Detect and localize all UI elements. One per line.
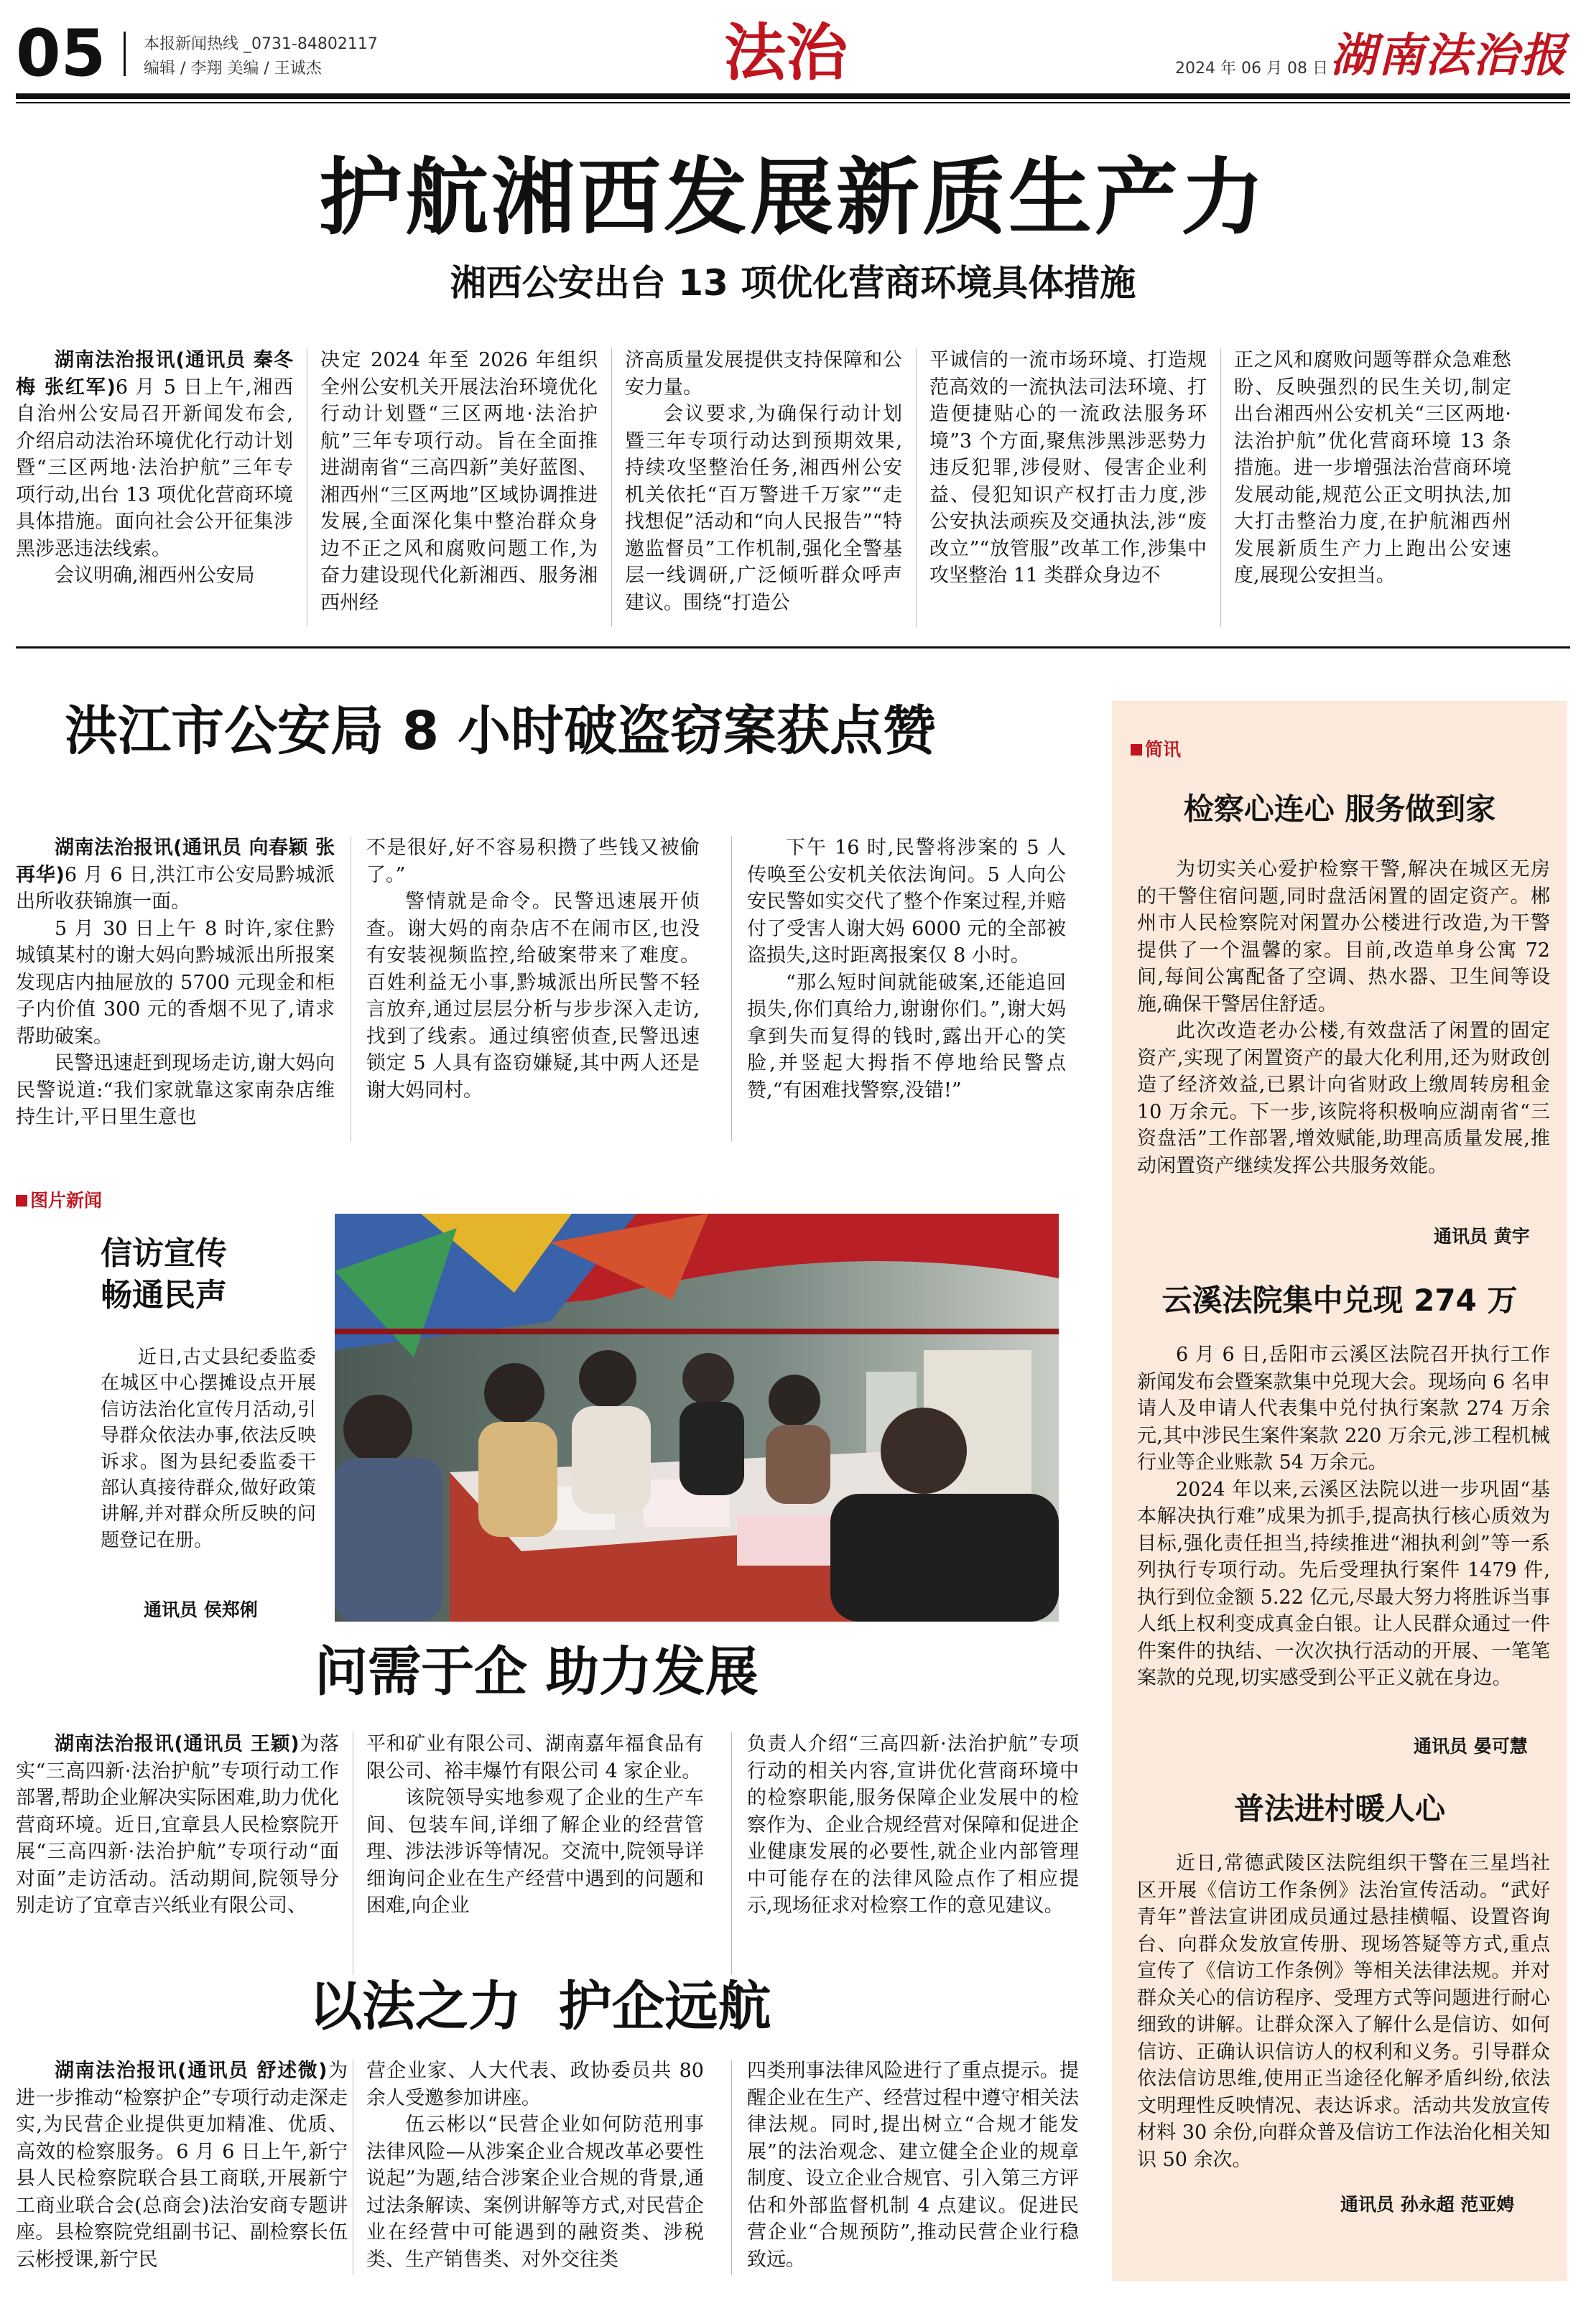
photo-credit: 通讯员 侯郑俐 — [144, 1599, 258, 1620]
story4-headline: 以法之力 护企远航 — [309, 1976, 771, 2037]
column-rule — [611, 348, 612, 627]
lead-subtitle: 湘西公安出台 13 项优化营商环境具体措施 — [450, 262, 1136, 304]
story4-byline: 湖南法治报讯(通讯员 舒述微) — [55, 2060, 328, 2082]
photo-illustration — [335, 1214, 1059, 1622]
editors: 编辑 / 李翔 美编 / 王诚杰 — [144, 60, 322, 78]
story4-col1-text: 为进一步推动“检察护企”专项行动走深走实,为民营企业提供更加精准、优质、高效的检察服务。6 月 6 日上午,新宁县人民检察院联合县工商联,开展新宁工商业联合会(总商会)法治安商专题讲座。县检察院党组副书记、副检察长伍云彬授课,新宁民 — [16, 2060, 348, 2271]
brief-1-p2: 此次改造老办公楼,有效盘活了闲置的固定资产,实现了闲置资产的最大化利用,还为财政创造了经济效益,已累计向省财政上缴周转房租金 10 万余元。下一步,该院将积极响应湖南省“三资盘活”工作部署,增效赋能,助理高质量发展,推动闲置资产继续发挥公共服务效能。 — [1137, 1020, 1550, 1177]
story3-col2-p1: 平和矿业有限公司、湖南嘉年福食品有限公司、裕丰爆竹有限公司 4 家企业。 — [366, 1733, 704, 1782]
news-photo — [335, 1214, 1059, 1622]
photo-news-tag — [16, 1186, 102, 1212]
brief-3-title: 普法进村暖人心 — [1233, 1791, 1445, 1826]
photo-news-caption-text: 近日,古丈县纪委监委在城区中心摆摊设点开展信访法治化宣传月活动,引导群众依法办事,依法反映诉求。图为县纪委监委干部认真接待群众,做好政策讲解,并对群众所反映的问题登记在册。 — [101, 1347, 316, 1551]
story3-col2-p2: 该院领导实地参观了企业的生产车间、包装车间,详细了解企业的经营管理、涉法涉诉等情况。交流中,院领导详细询问企业在生产经营中遇到的问题和困难,向企业 — [366, 1787, 704, 1917]
story2-column-2 — [366, 835, 700, 1104]
story3-headline: 问需于企 助力发展 — [315, 1641, 759, 1703]
header-rule — [16, 93, 1570, 99]
brief-3-body — [1137, 1850, 1550, 2173]
story3-byline: 湖南法治报讯(通讯员 王颖) — [55, 1733, 300, 1755]
brief-3-p1: 近日,常德武陵区法院组织干警在三星垱社区开展《信访工作条例》法治宣传活动。“武好青年”普法宣讲团成员通过悬挂横幅、设置咨询台、向群众发放宣传册、现场答疑等方式,重点宣传了《信访工作条例》等相关法律法规。并对群众关心的信访程序、受理方式等问题进行耐心细致的讲解。让群众深入了解什么是信访、如何信访、正确认识信访人的权利和义务。引导群众依法信访思维,使用正当途径化解矛盾纠纷,依法文明理性反映情况、表达诉求。活动共发放宣传材料 30 余份,向群众普及信访工作法治化相关知识 50 余次。 — [1137, 1852, 1550, 2171]
story4-column-1 — [16, 2058, 348, 2273]
lead-column-2 — [320, 347, 598, 616]
story3-col1-text: 为落实“三高四新·法治护航”专项行动工作部署,帮助企业解决实际困难,助力优化营商环境。近日,宜章县人民检察院开展“三高四新·法治护航”专项行动“面对面”走访活动。活动期间,院领导分别走访了宜章吉兴纸业有限公司、 — [16, 1733, 339, 1917]
masthead-logo: 湖南法治报 — [1330, 29, 1567, 83]
story3-col3-text: 负责人介绍“三高四新·法治护航”专项行动的相关内容,宣讲优化营商环境中的检察职能,服务保障企业发展中的检察作为、企业合规经营对保障和促进企业健康发展的必要性,就企业内部管理中可能存在的法律风险点作了相应提示,现场征求对检察工作的意见建议。 — [747, 1733, 1079, 1917]
lead-col3-p1: 济高质量发展提供支持保障和公安力量。 — [625, 349, 902, 399]
story3-column-2 — [366, 1731, 704, 1920]
lead-col5-text: 正之风和腐败问题等群众急难愁盼、反映强烈的民生关切,制定出台湘西州公安机关“三区两地·法治护航”优化营商环境 13 条措施。进一步增强法治营商环境发展动能,规范公正文明执法,加大打击整治力度,在护航湘西州发展新质生产力上跑出公安速度,展现公安担当。 — [1234, 349, 1511, 587]
story4-col2-p1: 营企业家、人大代表、政协委员共 80 余人受邀参加讲座。 — [366, 2060, 704, 2109]
story3-column-1 — [16, 1731, 339, 1920]
story2-column-3 — [747, 835, 1066, 1104]
brief-tag-label: 简讯 — [1145, 739, 1182, 760]
brief-2-title: 云溪法院集中兑现 274 万 — [1161, 1283, 1518, 1318]
story4-col2-p2: 伍云彬以“民营企业如何防范刑事法律风险—从涉案企业合规改革必要性说起”为题,结合涉案企业合规的背景,通过法条解读、案例讲解等方式,对民营企业在经营中可能遇到的融资类、涉税类、生产销售类、对外交往类 — [366, 2114, 704, 2271]
story2-col1-p2: 5 月 30 日上午 8 时许,家住黔城镇某村的谢大妈向黔城派出所报案发现店内抽屉放的 5700 元现金和柜子内价值 300 元的香烟不见了,请求帮助破案。 — [16, 917, 335, 1048]
story2-col1-text: 6 月 6 日,洪江市公安局黔城派出所收获锦旗一面。 — [16, 863, 335, 913]
lead-column-4 — [929, 347, 1207, 590]
photo-news-tag-label: 图片新闻 — [30, 1190, 103, 1211]
header-divider — [124, 32, 126, 76]
issue-date: 2024 年 06 月 08 日 — [1175, 60, 1328, 78]
section-title: 法治 — [724, 17, 848, 89]
story2-column-1 — [16, 835, 335, 1131]
photo-news-title-2: 畅通民声 — [101, 1277, 227, 1314]
story2-headline: 洪江市公安局 8 小时破盗窃案获点赞 — [65, 700, 937, 762]
lead-byline: 湖南法治报讯(通讯员 秦冬梅 张红军) — [16, 349, 293, 399]
lead-column-1 — [16, 347, 293, 590]
brief-2-p2: 2024 年以来,云溪区法院以进一步巩固“基本解决执行难”成果为抓手,提高执行核心质效为目标,强化责任担当,持续推进“湘执利剑”等一系列执行专项行动。先后受理执行案件 1479 件,执行到位金额 5.22 亿元,尽最大努力将胜诉当事人纸上权利变成真金白银。让人民群众通过一件件案件的执结、一次次执行活动的开展、一笔笔案款的兑现,切实感受到公平正义就在身边。 — [1137, 1478, 1550, 1689]
column-rule — [731, 1732, 732, 1975]
tag-square-icon — [1131, 744, 1142, 756]
story3-column-3 — [747, 1731, 1079, 1920]
column-rule — [731, 2060, 732, 2275]
lead-col2-text: 决定 2024 年至 2026 年组织全州公安机关开展法治环境优化行动计划暨“三区两地·法治护航”三年专项行动。旨在全面推进湖南省“三高四新”美好蓝图、湘西州“三区两地”区域协调推进发展,全面深化集中整治群众身边不正之风和腐败问题工作,为奋力建设现代化新湘西、服务湘西州经 — [320, 349, 598, 614]
story2-col2-p1: 不是很好,好不容易积攒了些钱又被偷了。” — [366, 837, 700, 886]
section-separator — [16, 646, 1570, 649]
brief-2-sign: 通讯员 晏可慧 — [1414, 1736, 1528, 1757]
lead-col1-p2: 会议明确,湘西州公安局 — [55, 564, 255, 587]
lead-headline: 护航湘西发展新质生产力 — [319, 149, 1267, 246]
lead-column-5 — [1234, 347, 1511, 590]
story2-col1-p3: 民警迅速赶到现场走访,谢大妈向民警说道:“我们家就靠这家南杂店维持生计,平日里生意也 — [16, 1052, 335, 1128]
story2-byline: 湖南法治报讯(通讯员 向春颖 张再华) — [16, 837, 335, 886]
brief-1-body — [1137, 856, 1550, 1179]
column-rule — [731, 836, 732, 1141]
story4-column-3 — [747, 2058, 1079, 2273]
column-rule — [1220, 348, 1221, 627]
brief-tag — [1131, 735, 1181, 761]
lead-col3-p2: 会议要求,为确保行动计划暨三年专项行动达到预期效果,持续攻坚整治任务,湘西州公安机关依托“百万警进千万家”“走找想促”活动和“向人民报告”“特邀监督员”工作机制,强化全警基层一线调研,广泛倾听群众呼声建议。围绕“打造公 — [625, 403, 902, 614]
lead-col4-text: 平诚信的一流市场环境、打造规范高效的一流执法司法环境、打造便捷贴心的一流政法服务环境”3 个方面,聚焦涉黑涉恶势力违反犯罪,涉侵财、侵害企业利益、侵犯知识产权打击力度,涉公安执法顽疾及交通执法,涉“废改立”“放管服”改革工作,涉集中攻坚整治 11 类群众身边不 — [929, 349, 1207, 587]
story2-col3-p2: “那么短时间就能破案,还能追回损失,你们真给力,谢谢你们。”,谢大妈拿到失而复得的钱时,露出开心的笑脸,并竖起大拇指不停地给民警点赞,“有困难找警察,没错!” — [747, 971, 1066, 1102]
brief-2-p1: 6 月 6 日,岳阳市云溪区法院召开执行工作新闻发布会暨案款集中兑现大会。现场向 6 名申请人及申请人代表集中兑付执行案款 274 万余元,其中涉民生案件案款 220 万余元,涉工程机械行业等企业账款 54 万余元。 — [1137, 1344, 1550, 1474]
tag-square-icon — [16, 1195, 27, 1207]
brief-2-body — [1137, 1342, 1550, 1692]
lead-column-3 — [625, 347, 902, 616]
story4-column-2 — [366, 2058, 704, 2273]
hotline: 本报新闻热线 _0731-84802117 — [144, 35, 378, 53]
brief-1-title: 检察心连心 服务做到家 — [1183, 791, 1496, 827]
story4-col3-text: 四类刑事法律风险进行了重点提示。提醒企业在生产、经营过程中遵守相关法律法规。同时,提出树立“合规才能发展”的法治观念、建立健全企业的规章制度、设立企业合规官、引入第三方评估和外部监督机制 4 点建议。促进民营企业“合规预防”,推动民营企业行稳致远。 — [747, 2060, 1079, 2271]
lead-col1-text: 6 月 5 日上午,湘西自治州公安局召开新闻发布会,介绍启动法治环境优化行动计划暨“三区两地·法治护航”三年专项行动,出台 13 项优化营商环境具体措施。面向社会公开征集涉黑涉恶违法线索。 — [16, 376, 293, 560]
story2-col3-p1: 下午 16 时,民警将涉案的 5 人传唤至公安机关依法询问。5 人向公安民警如实交代了整个作案过程,并赔付了受害人谢大妈 6000 元的全部被盗损失,这时距离报案仅 8 小时。 — [747, 837, 1066, 967]
brief-1-sign: 通讯员 黄宇 — [1434, 1226, 1530, 1247]
header-rule-thin — [16, 102, 1570, 103]
column-rule — [916, 348, 917, 627]
story2-col2-p2: 警情就是命令。民警迅速展开侦查。谢大妈的南杂店不在闹市区,也没有安装视频监控,给破案带来了难度。百姓利益无小事,黔城派出所民警不轻言放弃,通过层层分析与步步深入走访,找到了线索。通过缜密侦查,民警迅速锁定 5 人具有盗窃嫌疑,其中两人还是谢大妈同村。 — [366, 891, 700, 1102]
photo-news-caption — [101, 1344, 316, 1553]
photo-news-title-1: 信访宣传 — [101, 1235, 227, 1272]
brief-3-sign: 通讯员 孙永超 范亚娉 — [1340, 2194, 1515, 2215]
brief-1-p1: 为切实关心爱护检察干警,解决在城区无房的干警住宿问题,同时盘活闲置的固定资产。郴州市人民检察院对闲置办公楼进行改造,为干警提供了一个温馨的家。目前,改造单身公寓 72 间,每间公寓配备了空调、热水器、卫生间等设施,确保干警居住舒适。 — [1137, 858, 1550, 1015]
page-number: 05 — [16, 16, 106, 91]
